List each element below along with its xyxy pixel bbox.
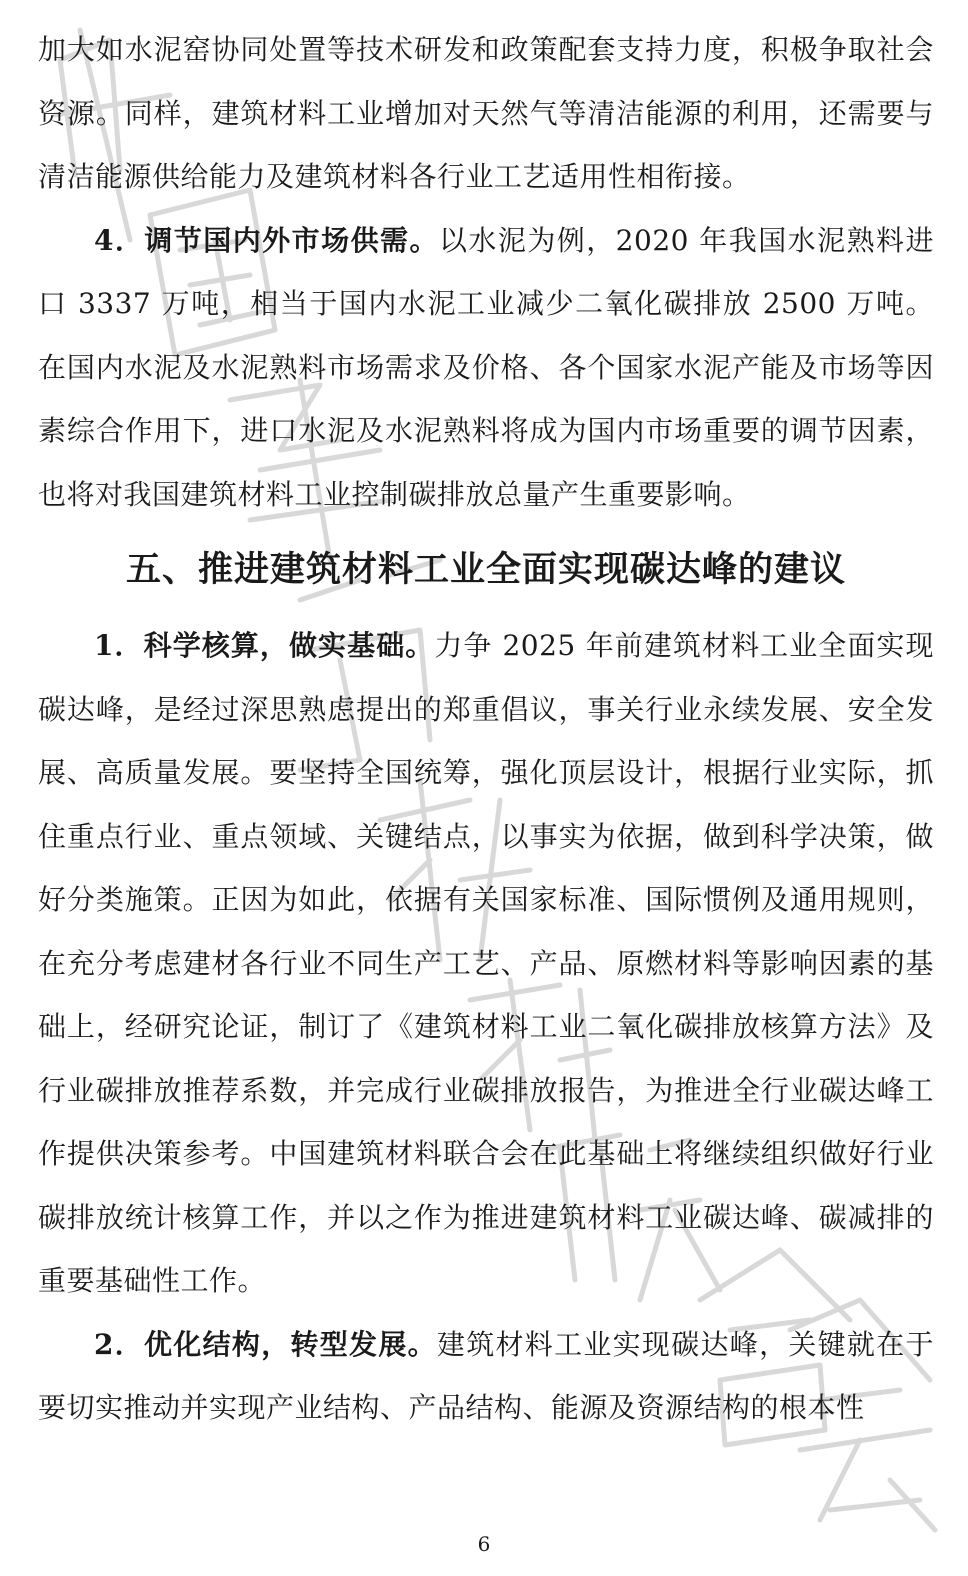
section-heading: 五、推进建筑材料工业全面实现碳达峰的建议	[125, 550, 846, 590]
paragraph-text: 建筑材料工业实现碳达峰，关键就在于要切实推动并实现产业结构、产品结构、能源及资源结构的根本性	[38, 1327, 934, 1424]
paragraph-text: 以水泥为例，2020 年我国水泥熟料进口 3337 万吨，相当于国内水泥工业减少二氧化碳排放 2500 万吨。在国内水泥及水泥熟料市场需求及价格、各个国家水泥产能及市场等因素综合作用下，进口水泥及水泥熟料将成为国内市场重要的调节因素，也将对我国建筑材料工业控制碳排放总量产生重要影响。	[38, 223, 934, 511]
paragraph-lead: 2．优化结构，转型发展。	[94, 1327, 437, 1361]
paragraph-optimize-structure	[38, 1313, 934, 1440]
paragraph-text: 加大如水泥窑协同处置等技术研发和政策配套支持力度，积极争取社会资源。同样，建筑材料工业增加对天然气等清洁能源的利用，还需要与清洁能源供给能力及建筑材料各行业工艺适用性相衔接。	[38, 33, 934, 193]
paragraph-continuation	[38, 18, 934, 209]
paragraph-market-supply	[38, 209, 934, 527]
paragraph-text: 力争 2025 年前建筑材料工业全面实现碳达峰，是经过深思熟虑提出的郑重倡议，事关行业永续发展、安全发展、高质量发展。要坚持全国统筹，强化顶层设计，根据行业实际，抓住重点行业、重点领域、关键结点，以事实为依据，做到科学决策，做好分类施策。正因为如此，依据有关国家标准、国际惯例及通用规则，在充分考虑建材各行业不同生产工艺、产品、原燃材料等影响因素的基础上，经研究论证，制订了《建筑材料工业二氧化碳排放核算方法》及行业碳排放推荐系数，并完成行业碳排放报告，为推进全行业碳达峰工作提供决策参考。中国建筑材料联合会在此基础上将继续组织做好行业碳排放统计核算工作，并以之作为推进建筑材料工业碳达峰、碳减排的重要基础性工作。	[38, 629, 935, 1297]
paragraph-scientific-accounting	[38, 614, 934, 1313]
page-number: 6	[477, 1532, 491, 1556]
document-body	[38, 18, 934, 1440]
paragraph-lead: 1．科学核算，做实基础。	[94, 629, 435, 662]
paragraph-lead: 4．调节国内外市场供需。	[94, 223, 439, 257]
